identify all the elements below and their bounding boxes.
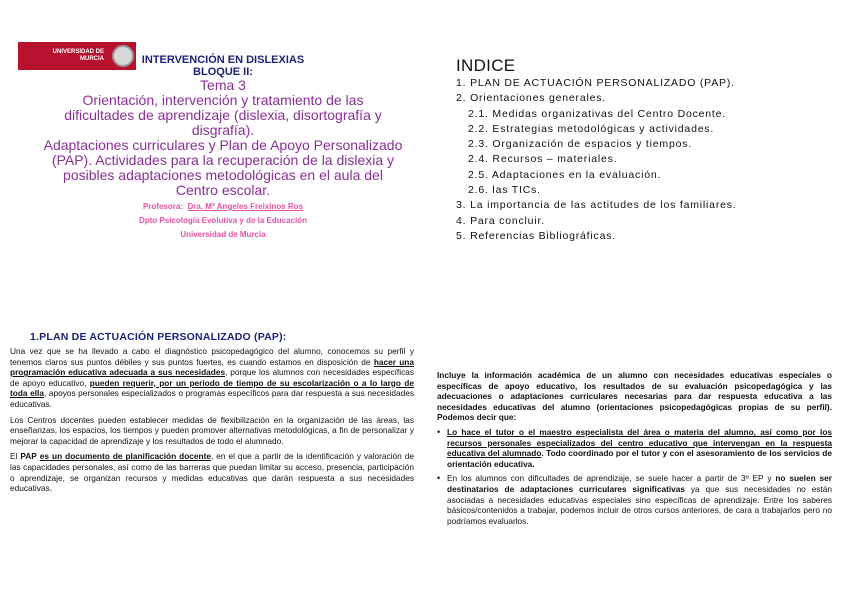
bullet-item: • En los alumnos con dificultades de aprendizaje, se suele hacer a partir de 3º EP y no suelen ser destinatarios de adaptaciones curriculares significativas ya que sus necesidades no están asociadas a necesidades educativas especiales sino específicas de aprendizaje. Entre los saberes básicos/contenidos a trabajar, podemos incluir de otros cursos anteriores, de cara a trabajarlos pero no podríamos evaluarlos. xyxy=(437,473,832,526)
subtitle-line: disgrafía). xyxy=(191,122,255,138)
index-subitem: 2.6. las TICs. xyxy=(468,184,541,197)
bullet-item: • Lo hace el tutor o el maestro especialista del área o materia del alumno, así como por los recursos personales especializados del centro educativo que intervengan en la respuesta educativa del alumnado. Todo coordinado por el tutor y con el asesoramiento de los servicios de orientación educativa. xyxy=(437,427,832,469)
index-item: 2. Orientaciones generales. xyxy=(456,92,607,105)
tema-label: Tema 3 xyxy=(200,77,246,93)
index-panel xyxy=(456,56,826,244)
subtitle-line: Orientación, intervención y tratamiento de las xyxy=(82,92,364,108)
index-title: INDICE xyxy=(456,56,516,75)
left-column xyxy=(10,346,414,499)
index-item: 1. PLAN DE ACTUACIÓN PERSONALIZADO (PAP). xyxy=(456,77,735,89)
title-block xyxy=(28,54,418,240)
course-heading: INTERVENCIÓN EN DISLEXIAS xyxy=(141,54,305,66)
index-subitem: 2.5. Adaptaciones en la evaluación. xyxy=(468,168,662,181)
professor-name: Dra. Mª Angeles Freixinos Ros xyxy=(187,202,304,211)
subtitle-line: Centro escolar. xyxy=(175,182,271,198)
subtitle-line: Adaptaciones curriculares y Plan de Apoyo Personalizado xyxy=(43,137,403,153)
paragraph: Los Centros docentes pueden establecer medidas de flexibilización en la organización de las áreas, las enseñanzas, los espacios, los tiempos y pueden promover alternativas metodológicas, a fin de personalizar y mejorar la capacidad de aprendizaje y los resultados de todo el alumnado. xyxy=(10,414,414,446)
index-item: 3. La importancia de las actitudes de los familiares. xyxy=(456,199,737,212)
index-item: 4. Para concluir. xyxy=(456,214,545,227)
index-subitem: 2.4. Recursos – materiales. xyxy=(468,153,618,166)
paragraph: El PAP es un documento de planificación docente, en el que a partir de la identificación y valoración de las capacidades personales, así como de las barreras que puedan limitar su acceso, presencia, participación o aprendizaje, se organizan recursos y medidas educativas que darán respuesta a sus necesidades educativas. xyxy=(10,451,414,494)
right-column xyxy=(437,370,832,526)
subtitle-line: (PAP). Actividades para la recuperación de la dislexia y xyxy=(51,152,395,168)
paragraph: Incluye la información académica de un alumno con necesidades educativas especiales o específicas de apoyo educativo, los resultados de su evaluación psicopedagógica y las adecuaciones o adaptaciones curriculares necesarias para dar respuesta educativa a las necesidades educativas del alumno (orientaciones psicopedagógicas propias de su perfil). Podemos decir que: xyxy=(437,370,832,423)
department-line: Dpto Psicología Evolutiva y de la Educación xyxy=(138,216,308,225)
index-item: 5. Referencias Bibliográficas. xyxy=(456,229,616,242)
university-line: Universidad de Murcia xyxy=(180,230,266,239)
paragraph: Una vez que se ha llevado a cabo el diagnóstico psicopedagógico del alumno, conocemos su perfil y tenemos claros sus puntos débiles y sus puntos fuertes, es cuando estamos en disposición de hacer una programación educativa adecuada a sus necesidades, porque los alumnos con necesidades específicas de apoyo educativo, pueden requerir, por un periodo de tiempo de su escolarización o a lo largo de toda ella, apoyos personales especializados o programas específicos para dar respuesta a sus necesidades educativas. xyxy=(10,346,414,409)
logo-line-1: UNIVERSIDAD DE xyxy=(52,49,104,55)
index-subitem: 2.1. Medidas organizativas del Centro Docente. xyxy=(468,107,727,120)
logo-line-2: MURCIA xyxy=(80,56,104,62)
index-subitem: 2.2. Estrategias metodológicas y actividades. xyxy=(468,122,715,135)
professor-line xyxy=(28,202,418,212)
section-title: 1.PLAN DE ACTUACIÓN PERSONALIZADO (PAP): xyxy=(30,331,287,343)
subtitle-line: dificultades de aprendizaje (dislexia, disortografía y xyxy=(64,107,382,123)
professor-label: Profesora: xyxy=(142,202,183,211)
block-label: BLOQUE II: xyxy=(193,66,253,78)
subtitle-line: posibles adaptaciones metodológicas en el aula del xyxy=(63,167,383,183)
index-subitem: 2.3. Organización de espacios y tiempos. xyxy=(468,138,693,151)
